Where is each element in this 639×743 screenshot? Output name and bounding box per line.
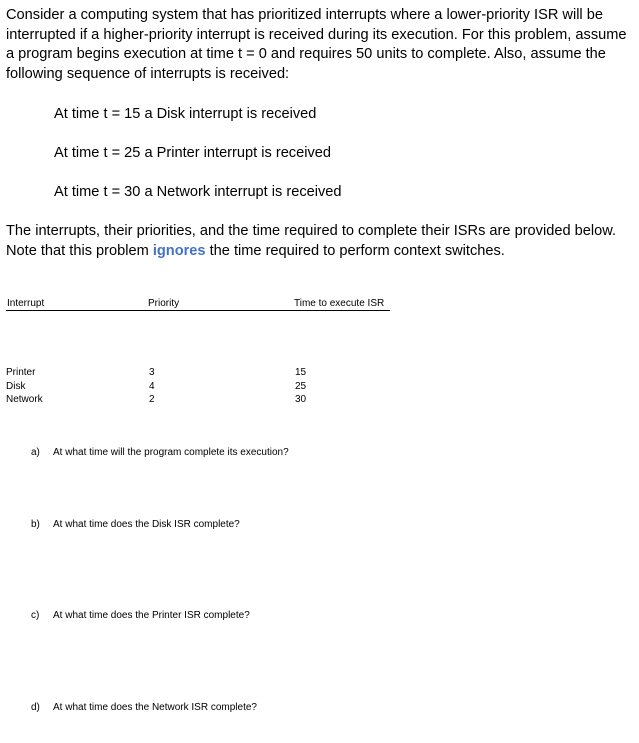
question-text: At what time does the Network ISR complete? <box>53 702 257 713</box>
cell-priority-printer: 3 <box>149 367 155 378</box>
interrupt-table <box>6 297 406 417</box>
column-interrupt <box>6 366 43 407</box>
question-letter: a) <box>31 447 40 458</box>
cell-interrupt-network: Network <box>6 394 43 405</box>
interrupt-event-disk: At time t = 15 a Disk interrupt is received <box>54 106 317 122</box>
column-priority <box>149 366 155 407</box>
question-text: At what time will the program complete its execution? <box>53 447 289 458</box>
interrupt-event-printer: At time t = 25 a Printer interrupt is received <box>54 145 331 161</box>
question-letter: d) <box>31 702 40 713</box>
header-priority: Priority <box>148 298 180 309</box>
question-c <box>31 609 250 622</box>
header-underline <box>6 310 390 311</box>
notes-text-after: the time required to perform context switches. <box>205 242 505 259</box>
cell-time-disk: 25 <box>295 380 307 392</box>
question-text: At what time does the Disk ISR complete? <box>53 519 240 530</box>
question-b <box>31 518 240 531</box>
cell-time-printer: 15 <box>295 367 307 378</box>
header-interrupt: Interrupt <box>7 298 45 309</box>
cell-priority-disk: 4 <box>149 380 155 392</box>
cell-interrupt-disk: Disk <box>6 380 26 392</box>
question-letter: b) <box>31 519 40 530</box>
cell-priority-network: 2 <box>149 394 155 405</box>
question-letter: c) <box>31 610 40 621</box>
notes-highlight: ignores <box>152 242 206 259</box>
cell-time-network: 30 <box>295 394 307 405</box>
cell-interrupt-printer: Printer <box>6 367 36 378</box>
column-time <box>295 366 306 407</box>
header-time: Time to execute ISR <box>294 298 385 309</box>
interrupt-event-network: At time t = 30 a Network interrupt is received <box>54 184 342 200</box>
problem-intro: Consider a computing system that has prioritized interrupts where a lower-priority ISR will be interrupted if a higher-priority interrupt is received during its execution. For this problem, assume a program begins execution at time t = 0 and requires 50 units to complete. Also, assume the following sequence of interrupts is received: <box>6 7 627 82</box>
question-a <box>31 446 289 459</box>
notes-text-before: The interrupts, their priorities, and the time required to complete their ISRs are provided below. Note that this problem <box>6 223 616 259</box>
problem-notes <box>6 222 632 261</box>
question-text: At what time does the Printer ISR complete? <box>53 610 250 621</box>
question-d <box>31 701 257 714</box>
